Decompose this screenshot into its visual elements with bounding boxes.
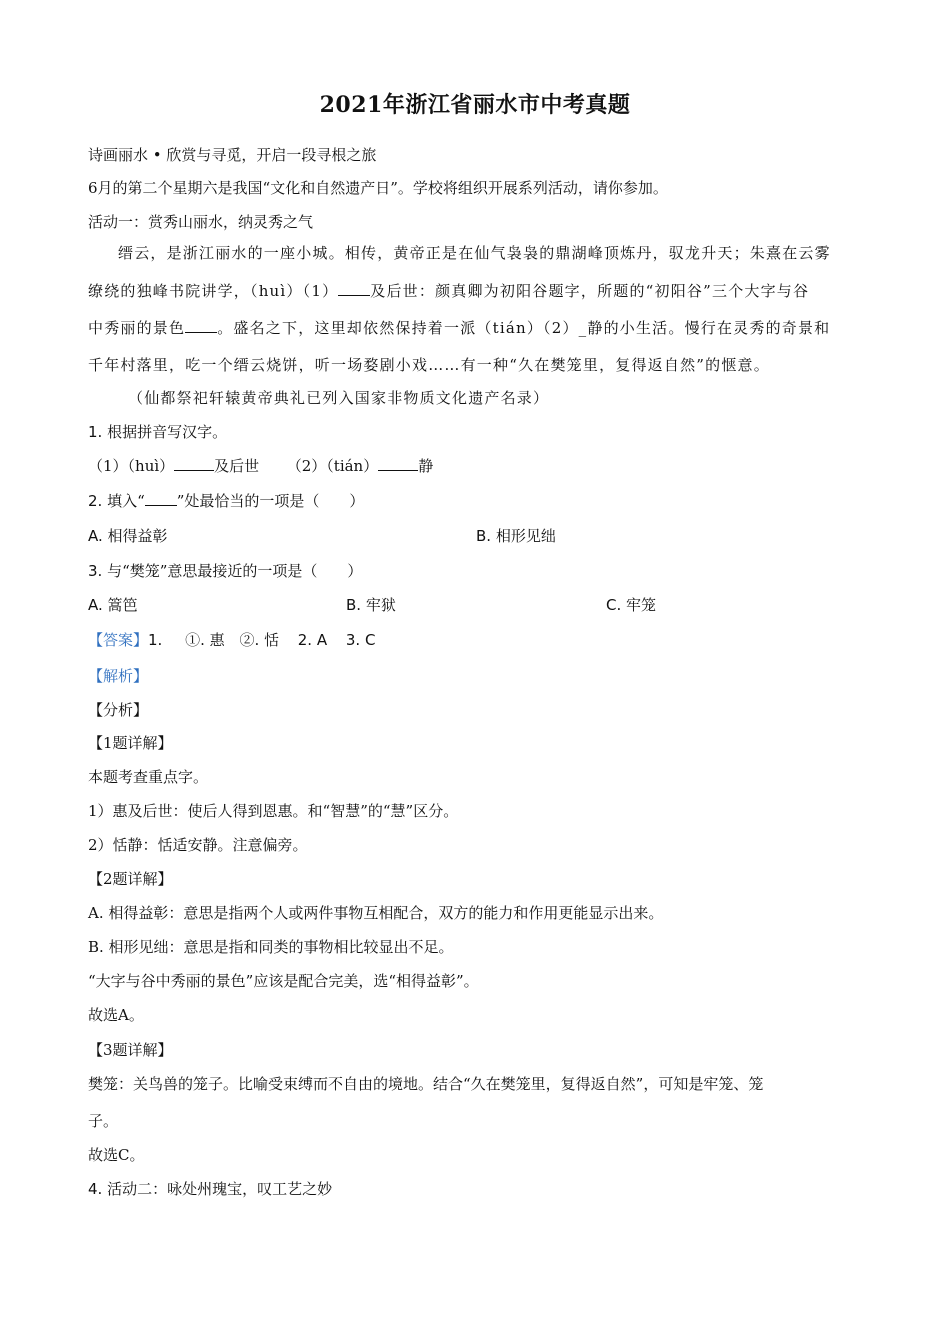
question-2	[88, 491, 364, 511]
question-2-text-start: 填入“	[107, 492, 145, 510]
intro-heading: 诗画丽水 • 欣赏与寻觅，开启一段寻根之旅	[88, 146, 377, 164]
page-title: 2021年浙江省丽水市中考真题	[319, 92, 631, 118]
detail-3-line-1: 樊笼：关鸟兽的笼子。比喻受束缚而不自由的境地。结合“久在樊笼里，复得返自然”，可知是牢笼、笼	[88, 1075, 764, 1093]
passage-line-2	[88, 281, 858, 301]
question-1	[88, 422, 227, 442]
answer-3: 3. C	[345, 631, 376, 649]
analysis-heading: 【分析】	[88, 701, 149, 719]
question-1-blanks	[88, 456, 433, 476]
detail-2-line-4: 故选A。	[88, 1006, 144, 1024]
question-3-text: 与“樊笼”意思最接近的一项是（ ）	[107, 562, 363, 580]
detail-2-line-3: “大字与谷中秀丽的景色”应该是配合完美，选“相得益彰”。	[88, 972, 479, 990]
blank-1	[338, 281, 370, 296]
answer-1-part-2: ②. 恬	[239, 631, 279, 649]
option-text: 牢笼	[626, 596, 657, 614]
question-1-text: 根据拼音写汉字。	[107, 423, 228, 441]
answer-1: 1.	[148, 631, 163, 649]
question-4-number: 4.	[88, 1180, 103, 1198]
answer-blank-a	[174, 456, 214, 471]
option-text: 相得益彰	[107, 527, 168, 545]
answer-blank-b	[378, 456, 418, 471]
question-2-blank	[145, 491, 177, 506]
question-1-part-b-tail: 静	[418, 457, 434, 475]
question-2-text-end: ”处最恰当的一项是（ ）	[176, 492, 365, 510]
detail-2-line-1: A. 相得益彰：意思是指两个人或两件事物互相配合，双方的能力和作用更能显示出来。	[88, 904, 664, 922]
detail-3-line-3: 故选C。	[88, 1146, 145, 1164]
intro-description: 6月的第二个星期六是我国“文化和自然遗产日”。学校将组织开展系列活动，请你参加。	[88, 179, 668, 197]
detail-1-line-1: 本题考查重点字。	[88, 768, 209, 786]
option-letter: A.	[88, 527, 103, 545]
question-3	[88, 561, 362, 581]
question-3-number: 3.	[88, 562, 103, 580]
detail-1-line-2: 1）惠及后世：使后人得到恩惠。和“智慧”的“慧”区分。	[88, 802, 459, 820]
question-4	[88, 1179, 332, 1199]
detail-1-line-3: 2）恬静：恬适安静。注意偏旁。	[88, 836, 308, 854]
option-letter: B.	[476, 527, 492, 545]
question-2-number: 2.	[88, 492, 103, 510]
passage-line-2-end: 及后世：颜真卿为初阳谷题字，所题的“初阳谷”三个大字与谷	[370, 282, 810, 300]
blank-fill	[185, 318, 217, 333]
detail-1-heading: 【1题详解】	[88, 734, 173, 752]
question-1-number: 1.	[88, 423, 103, 441]
question-1-part-b: （2）（tián）	[286, 457, 379, 475]
answer-2: 2. A	[297, 631, 328, 649]
option-letter: C.	[606, 596, 622, 614]
question-2-option-b	[476, 526, 556, 546]
question-1-part-a: （1）（huì）	[88, 457, 175, 475]
question-3-option-b	[346, 595, 396, 615]
question-4-text: 活动二：咏处州瑰宝，叹工艺之妙	[107, 1180, 333, 1198]
question-3-option-c	[606, 595, 656, 615]
passage-line-1: 缙云，是浙江丽水的一座小城。相传，黄帝正是在仙气袅袅的鼎湖峰顶炼丹，驭龙升天；朱熹在云雾	[118, 244, 831, 262]
answer-1-part-1: ①. 惠	[185, 631, 225, 649]
activity-one-heading: 活动一：赏秀山丽水，纳灵秀之气	[88, 213, 314, 231]
option-text: 相形见绌	[495, 527, 556, 545]
passage-line-4: 千年村落里，吃一个缙云烧饼，听一场婺剧小戏……有一种“久在樊笼里，复得返自然”的惬意。	[88, 356, 770, 374]
option-letter: A.	[88, 596, 103, 614]
analysis-label: 【解析】	[88, 667, 149, 685]
question-1-part-a-tail: 及后世	[214, 457, 260, 475]
option-letter: B.	[346, 596, 362, 614]
passage-line-3-start: 中秀丽的景色	[88, 319, 186, 337]
detail-3-line-2: 子。	[88, 1112, 119, 1130]
option-text: 牢狱	[365, 596, 396, 614]
question-2-option-a	[88, 526, 168, 546]
option-text: 篙笆	[107, 596, 138, 614]
question-3-option-a	[88, 595, 138, 615]
detail-3-heading: 【3题详解】	[88, 1041, 173, 1059]
answer-line	[88, 630, 375, 650]
detail-2-line-2: B. 相形见绌：意思是指和同类的事物相比较显出不足。	[88, 938, 454, 956]
answer-label: 【答案】	[88, 631, 149, 649]
passage-line-3-end: 。盛名之下，这里却依然保持着一派（tián）（2）_静的小生活。慢行在灵秀的奇景和	[217, 319, 831, 337]
passage-line-2-start: 缭绕的独峰书院讲学，（huì）（1）	[88, 282, 339, 300]
detail-2-heading: 【2题详解】	[88, 870, 173, 888]
passage-line-3	[88, 318, 858, 338]
passage-note: （仙都祭祀轩辕黄帝典礼已列入国家非物质文化遗产名录）	[128, 389, 550, 407]
